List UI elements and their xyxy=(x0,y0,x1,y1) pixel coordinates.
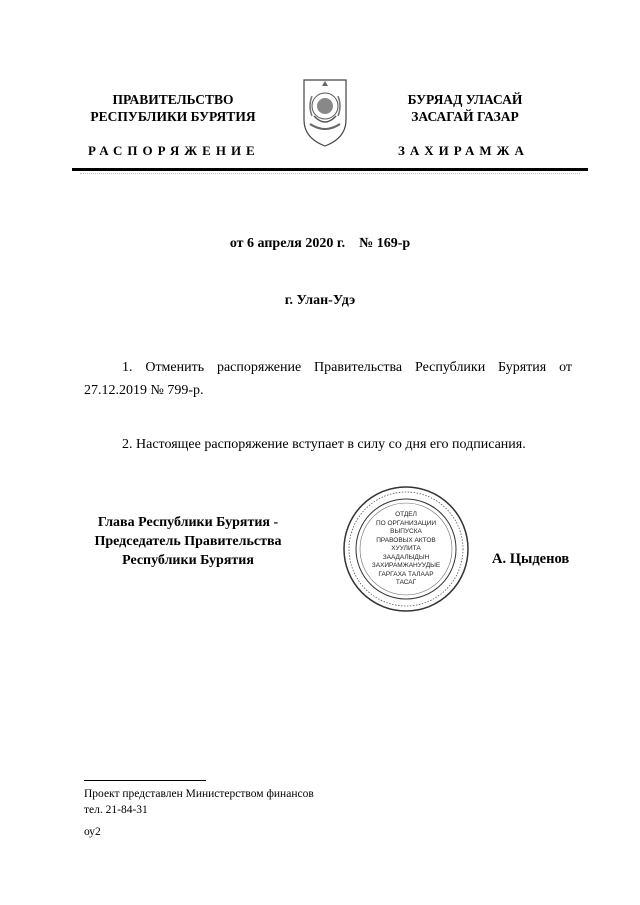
government-name-buryat xyxy=(385,91,545,125)
stamp-line5: ХУУЛИТА xyxy=(391,545,421,552)
stamp-line8: ТАСАГ xyxy=(395,579,417,586)
header-left-line2: РЕСПУБЛИКИ БУРЯТИЯ xyxy=(90,109,256,124)
city: г. Улан-Удэ xyxy=(284,293,356,308)
official-stamp xyxy=(342,485,470,613)
footer-project: Проект представлен Министерством финансов xyxy=(84,788,314,800)
date-number: от 6 апреля 2020 г. № 169-р xyxy=(229,236,411,251)
paragraph-1-text: 1. Отменить распоряжение Правительства Республики Бурятия от 27.12.2019 № 799-р. xyxy=(84,360,572,398)
signatory-title-line3: Республики Бурятия xyxy=(122,553,254,568)
stamp-text xyxy=(356,511,456,588)
stamp-line2: ПО ОРГАНИЗАЦИИ xyxy=(375,519,437,527)
stamp-line4: ПРАВОВЫХ АКТОВ xyxy=(376,536,436,544)
header-rule xyxy=(72,168,588,171)
footer-rule xyxy=(84,780,206,781)
footer-phone: тел. 21-84-31 xyxy=(84,804,148,816)
paragraph-2-text: 2. Настоящее распоряжение вступает в силу со дня его подписания. xyxy=(122,437,526,452)
header-dotted-line xyxy=(80,173,580,178)
document-type-buryat: ЗАХИРАМЖА xyxy=(398,143,529,158)
signatory-title-line2: Председатель Правительства xyxy=(94,534,282,549)
document-type-russian: РАСПОРЯЖЕНИЕ xyxy=(88,143,260,158)
stamp-line7: ГАРГАХА ТАЛААР xyxy=(378,570,434,578)
paragraph-2 xyxy=(84,433,572,456)
signatory-title-line1: Глава Республики Бурятия - xyxy=(97,515,279,530)
coat-of-arms-icon xyxy=(300,76,350,148)
header-right-line1: БУРЯАД УЛАСАЙ xyxy=(407,92,523,107)
stamp-line1: ОТДЕЛ xyxy=(395,511,417,518)
paragraph-1 xyxy=(84,356,572,402)
footer xyxy=(84,786,444,840)
stamp-line6: ЗААДАЛЫДЫН ЗАХИРАМЖАНУУДЫЕ xyxy=(371,553,441,569)
signatory-name: А. Цыденов xyxy=(492,551,570,567)
stamp-line3: ВЫПУСКА xyxy=(390,528,422,535)
signatory-title xyxy=(78,513,298,570)
footer-code: оу2 xyxy=(84,826,101,838)
government-name-russian xyxy=(88,91,258,125)
header-left-line1: ПРАВИТЕЛЬСТВО xyxy=(112,92,234,107)
header-right-line2: ЗАСАГАЙ ГАЗАР xyxy=(411,109,519,124)
